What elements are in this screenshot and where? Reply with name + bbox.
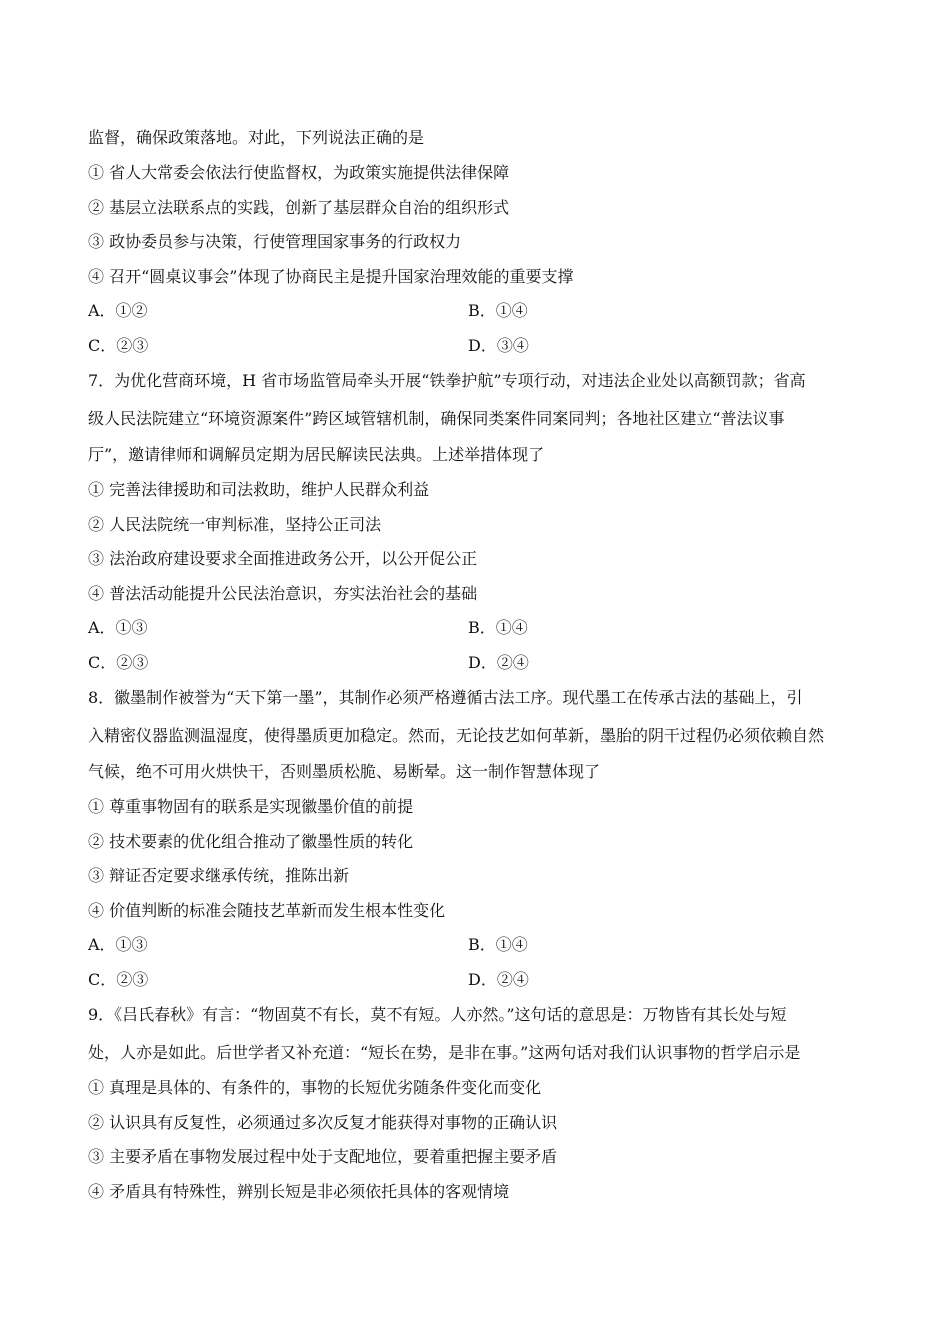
q6-stem-tail: 监督，确保政策落地。对此，下列说法正确的是 — [88, 128, 425, 147]
q8-item-1: ① 尊重事物固有的联系是实现徽墨价值的前提 — [88, 797, 414, 816]
q6-item-3: ③ 政协委员参与决策，行使管理国家事务的行政权力 — [88, 232, 462, 251]
q7-option-a: A．①③ — [88, 618, 148, 637]
q6-option-d: D．③④ — [468, 336, 529, 355]
q6-item-1: ① 省人大常委会依法行使监督权，为政策实施提供法律保障 — [88, 163, 510, 182]
q9-item-1: ① 真理是具体的、有条件的，事物的长短优劣随条件变化而变化 — [88, 1078, 542, 1097]
q9-item-4: ④ 矛盾具有特殊性，辨别长短是非必须依托具体的客观情境 — [88, 1182, 510, 1201]
q8-option-c: C．②③ — [88, 970, 149, 989]
q9-item-3: ③ 主要矛盾在事物发展过程中处于支配地位，要着重把握主要矛盾 — [88, 1147, 558, 1166]
q6-option-c: C．②③ — [88, 336, 149, 355]
q7-item-2: ② 人民法院统一审判标准，坚持公正司法 — [88, 515, 382, 534]
q8-stem-line-2: 入精密仪器监测温湿度，使得墨质更加稳定。然而，无论技艺如何革新，墨胎的阴干过程仍必须依赖自然 — [88, 726, 825, 745]
q8-item-2: ② 技术要素的优化组合推动了徽墨性质的转化 — [88, 832, 414, 851]
q7-option-d: D．②④ — [468, 653, 529, 672]
q7-stem-line-3: 厅”，邀请律师和调解员定期为居民解读民法典。上述举措体现了 — [88, 445, 545, 464]
q9-stem-line-1: 9．《吕氏春秋》有言：“物固莫不有长，莫不有短。人亦然。”这句话的意思是：万物皆有其长处与短 — [88, 1005, 787, 1024]
q7-item-4: ④ 普法活动能提升公民法治意识，夯实法治社会的基础 — [88, 584, 478, 603]
q6-item-2: ② 基层立法联系点的实践，创新了基层群众自治的组织形式 — [88, 198, 510, 217]
q6-option-b: B．①④ — [468, 301, 528, 320]
q8-option-d: D．②④ — [468, 970, 529, 989]
q8-stem-line-1: 8．徽墨制作被誉为“天下第一墨”，其制作必须严格遵循古法工序。现代墨工在传承古法的基础上，引 — [88, 688, 803, 707]
q7-option-c: C．②③ — [88, 653, 149, 672]
q7-stem-line-1: 7．为优化营商环境，H 省市场监管局牵头开展“铁拳护航”专项行动，对违法企业处以高额罚款；省高 — [88, 371, 806, 390]
q7-item-1: ① 完善法律援助和司法救助，维护人民群众利益 — [88, 480, 430, 499]
q9-stem-line-2: 处，人亦是如此。后世学者又补充道：“短长在势，是非在事。”这两句话对我们认识事物的哲学启示是 — [88, 1043, 801, 1062]
q7-item-3: ③ 法治政府建设要求全面推进政务公开，以公开促公正 — [88, 549, 478, 568]
q8-option-a: A．①③ — [88, 935, 148, 954]
q9-item-2: ② 认识具有反复性，必须通过多次反复才能获得对事物的正确认识 — [88, 1113, 558, 1132]
q8-item-4: ④ 价值判断的标准会随技艺革新而发生根本性变化 — [88, 901, 446, 920]
q8-item-3: ③ 辩证否定要求继承传统，推陈出新 — [88, 866, 350, 885]
q8-option-b: B．①④ — [468, 935, 528, 954]
q6-item-4: ④ 召开“圆桌议事会”体现了协商民主是提升国家治理效能的重要支撑 — [88, 267, 574, 286]
q7-option-b: B．①④ — [468, 618, 528, 637]
q8-stem-line-3: 气候，绝不可用火烘快干，否则墨质松脆、易断晕。这一制作智慧体现了 — [88, 762, 601, 781]
q7-stem-line-2: 级人民法院建立“环境资源案件”跨区域管辖机制，确保同类案件同案同判；各地社区建立“普法议事 — [88, 409, 785, 428]
q6-option-a: A．①② — [88, 301, 148, 320]
